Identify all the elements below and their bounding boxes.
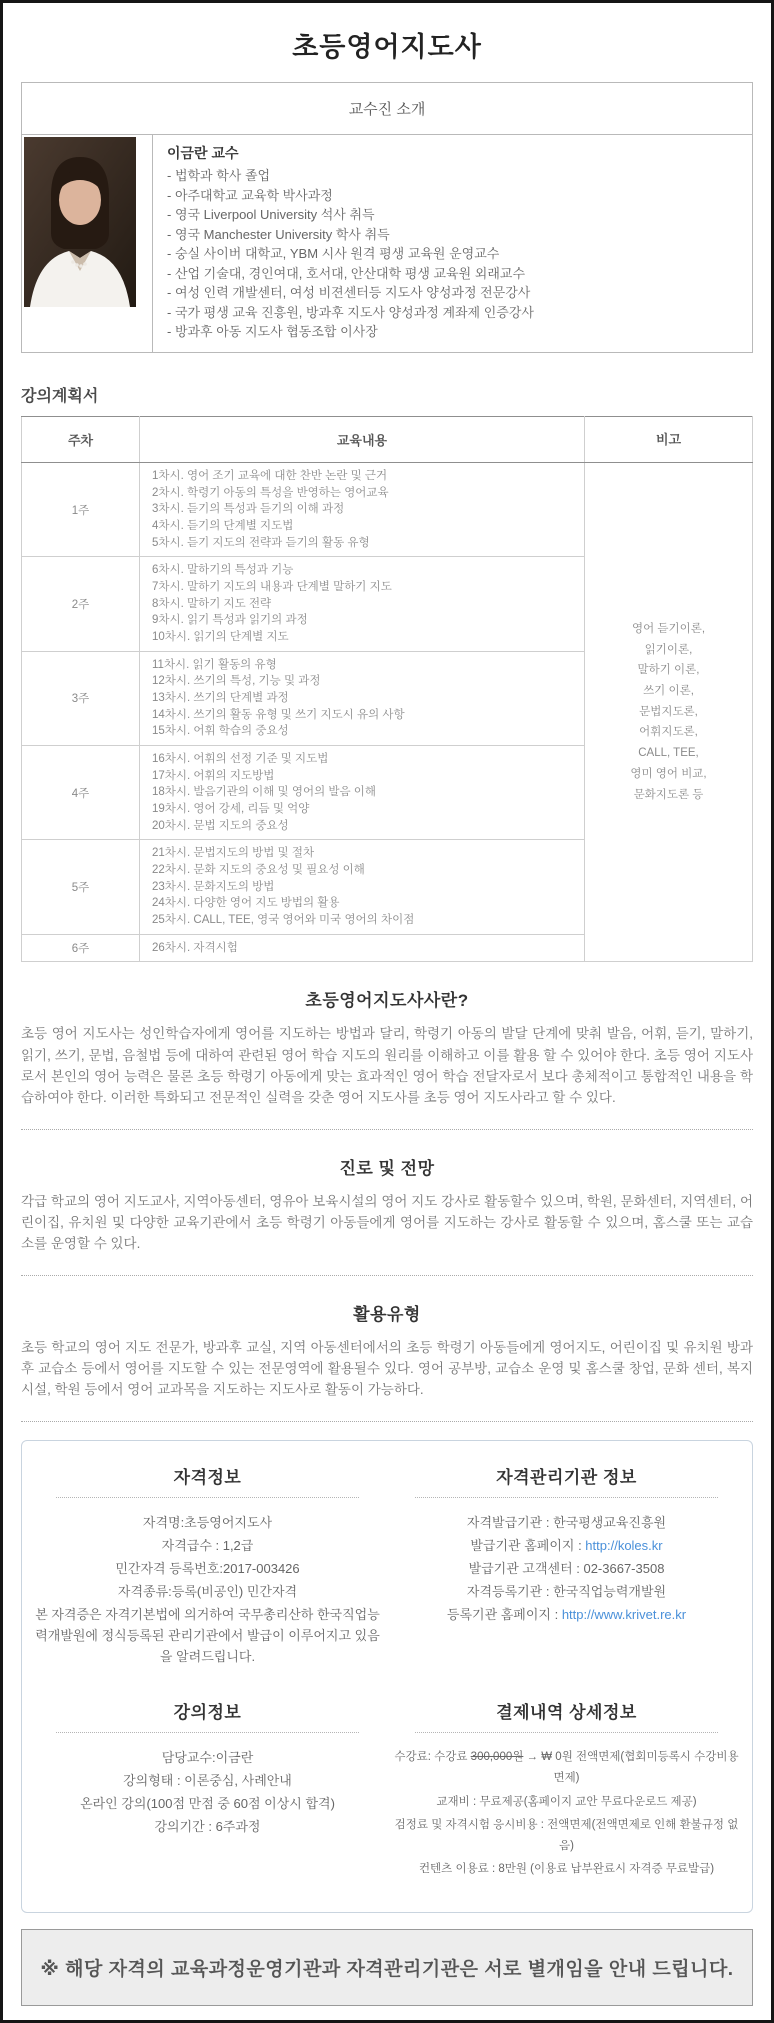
- card-issuing-agency-info: [387, 1463, 746, 1668]
- info-line: 자격명:초등영어지도사: [142, 1514, 273, 1530]
- lesson-line: 16차시. 어휘의 선정 기준 및 지도법: [152, 752, 329, 765]
- week-label: 4주: [22, 745, 140, 839]
- section-about-body: 초등 영어 지도사는 성인학습자에게 영어를 지도하는 방법과 달리, 학령기 아동의 발달 단계에 맞춰 발음, 어휘, 듣기, 말하기, 읽기, 쓰기, 문법, 음철법 등에 대하여 관련된 영어 학습 지도의 원리를 이해하고 이를 활용 할 수 있어야 한다. 초등 영어 지도사로서 본인의 영어 능력은 물론 초등 학령기 아동에게 맞는 효과적인 영어 학습 전달자로서 보다 총체적이고 통합적인 내용을 학습하여야 한다. 이러한 특화되고 전문적인 실력을 갖춘 영어 지도사를 초등 영어 지도사라고 할 수 있다.: [21, 1026, 753, 1106]
- card-lines: [387, 1511, 746, 1626]
- lesson-line: 26차시. 자격시험: [152, 941, 238, 954]
- faculty-body: [22, 135, 752, 352]
- info-line: 자격등록기관 : 한국직업능력개발원: [466, 1583, 667, 1599]
- professor-info: [153, 135, 752, 352]
- info-line: 검정료 및 자격시험 응시비용 : 전액면제(전액면제로 인해 환불규정 없음): [394, 1818, 739, 1853]
- professor-name: 이금란 교수: [167, 145, 239, 161]
- section-divider: [21, 1129, 753, 1130]
- info-line: 발급기관 홈페이지 : http://koles.kr: [470, 1537, 663, 1553]
- lesson-line: 9차시. 읽기 특성과 읽기의 과정: [152, 614, 308, 627]
- card-lecture-info: [28, 1698, 387, 1882]
- week-label: 1주: [22, 462, 140, 556]
- text-line: - 국가 평생 교육 진흥원, 방과후 지도사 양성과정 계좌제 인증강사: [167, 304, 534, 320]
- column-header-week: 주차: [22, 416, 140, 462]
- page-content: [3, 82, 771, 2006]
- info-line: 온라인 강의(100점 만점 중 60점 이상시 합격): [80, 1796, 335, 1812]
- week-label: 3주: [22, 651, 140, 745]
- section-divider: [21, 1421, 753, 1422]
- card-lines: [387, 1746, 746, 1882]
- lesson-line: 22차시. 문화 지도의 중요성 및 필요성 이해: [152, 864, 365, 876]
- lesson-line: 4차시. 듣기의 단계별 지도법: [152, 519, 294, 532]
- syllabus-table-body: [22, 462, 753, 961]
- info-panel: [21, 1440, 753, 1913]
- lesson-line: 18차시. 발음기관의 이해 및 영어의 발음 이해: [152, 786, 377, 799]
- week-lessons: [140, 651, 585, 745]
- info-line: 강의형태 : 이론중심, 사례안내: [123, 1773, 292, 1789]
- section-career: [21, 1154, 753, 1255]
- week-lessons: [140, 462, 585, 556]
- info-line: 컨텐츠 이용료 : 8만원 (이용료 납부완료시 자격증 무료발급): [418, 1863, 715, 1876]
- info-line: 자격종류:등록(비공인) 민간자격: [117, 1583, 298, 1599]
- info-line: 민간자격 등록번호:2017-003426: [115, 1560, 300, 1576]
- syllabus-row: [22, 462, 753, 556]
- professor-credentials: [167, 166, 738, 342]
- column-header-content: 교육내용: [140, 416, 585, 462]
- text-line: - 숭실 사이버 대학교, YBM 시사 원격 평생 교육원 운영교수: [167, 246, 500, 261]
- lesson-line: 23차시. 문화지도의 방법: [152, 880, 275, 893]
- page-title: 초등영어지도사: [292, 32, 482, 62]
- lesson-line: 8차시. 말하기 지도 전략: [152, 597, 272, 610]
- info-line: 발급기관 고객센터 : 02-3667-3508: [468, 1560, 665, 1576]
- lesson-line: 20차시. 문법 지도의 중요성: [152, 819, 289, 832]
- section-usage-body: 초등 학교의 영어 지도 전문가, 방과후 교실, 지역 아동센터에서의 초등 학령기 아동들에게 영어지도, 어린이집 및 유치원 방과 후 교습소 등에서 영어를 지도할 수 있는 전문영역에 활용될수 있다. 영어 공부방, 교습소 운영 및 홈스쿨 창업, 문화 센터, 복지시설, 학원 등에서 영어 교과목을 지도하는 지도사로 활동이 가능하다.: [21, 1339, 753, 1398]
- faculty-section-header: 교수진 소개: [22, 83, 752, 135]
- remark-line: 쓰기 이론,: [643, 685, 694, 698]
- card-payment-detail-info: [387, 1698, 746, 1882]
- lesson-line: 12차시. 쓰기의 특성, 기능 및 과정: [152, 675, 321, 688]
- card-lines: [28, 1511, 387, 1668]
- external-link[interactable]: http://koles.kr: [585, 1537, 663, 1553]
- section-about: [21, 986, 753, 1108]
- lesson-line: 11차시. 읽기 활동의 유형: [152, 658, 277, 671]
- professor-photo: [22, 135, 153, 352]
- text-line: - 산업 기술대, 경인여대, 호서대, 안산대학 평생 교육원 외래교수: [167, 265, 526, 281]
- remark-line: 어휘지도론,: [639, 726, 698, 739]
- week-label: 6주: [22, 934, 140, 962]
- remark-line: 말하기 이론,: [637, 664, 700, 677]
- lesson-line: 19차시. 영어 강세, 리듬 및 억양: [152, 802, 310, 815]
- syllabus-title: 강의계획서: [21, 387, 99, 405]
- lesson-line: 14차시. 쓰기의 활동 유형 및 쓰기 지도시 유의 사항: [152, 708, 405, 721]
- lesson-line: 24차시. 다양한 영어 지도 방법의 활용: [152, 897, 340, 910]
- section-about-heading: 초등영어지도사사란?: [305, 991, 469, 1011]
- card-heading: 자격관리기관 정보: [415, 1463, 718, 1498]
- info-line: 등록기관 홈페이지 : http://www.krivet.re.kr: [446, 1606, 687, 1622]
- section-career-heading: 진로 및 전망: [339, 1158, 435, 1178]
- remark-line: 영미 영어 비교,: [630, 767, 707, 780]
- week-lessons: [140, 934, 585, 962]
- lesson-line: 10차시. 읽기의 단계별 지도: [152, 630, 289, 643]
- lesson-line: 1차시. 영어 조기 교육에 대한 찬반 논란 및 근거: [152, 469, 388, 482]
- text-line: - 방과후 아동 지도사 협동조합 이사장: [167, 324, 378, 339]
- info-line: 교재비 : 무료제공(홈페이지 교안 무료다운로드 제공): [436, 1795, 697, 1808]
- text-line: - 영국 Liverpool University 석사 취득: [167, 207, 375, 222]
- lesson-line: 3차시. 듣기의 특성과 듣기의 이해 과정: [152, 503, 345, 516]
- remarks-cell: [585, 462, 753, 961]
- week-lessons: [140, 745, 585, 839]
- text-line: - 영국 Manchester University 학사 취득: [167, 226, 390, 242]
- text-line: - 여성 인력 개발센터, 여성 비젼센터등 지도사 양성과정 전문강사: [167, 285, 531, 300]
- card-heading: 결제내역 상세정보: [415, 1698, 718, 1733]
- lesson-line: 21차시. 문법지도의 방법 및 절차: [152, 847, 315, 860]
- remark-line: CALL, TEE,: [638, 747, 699, 760]
- info-line: 담당교수:이금란: [161, 1749, 254, 1765]
- remark-line: 문법지도론,: [639, 705, 698, 718]
- remark-line: 문화지도론 등: [633, 788, 704, 801]
- section-usage-heading: 활용유형: [353, 1304, 421, 1324]
- info-line: 자격급수 : 1,2급: [161, 1537, 254, 1553]
- lesson-line: 15차시. 어휘 학습의 중요성: [152, 725, 289, 738]
- footer-notice: ※ 해당 자격의 교육과정운영기관과 자격관리기관은 서로 별개임을 안내 드립니다.: [21, 1929, 753, 2006]
- section-career-body: 각급 학교의 영어 지도교사, 지역아동센터, 영유아 보육시설의 영어 지도 강사로 활동할수 있으며, 학원, 문화센터, 지역센터, 어린이집, 유치원 및 다양한 교육기관에서 초등 학령기 아동들에게 영어를 지도하는 강사로 활동할 수 있으며, 홈스쿨 또는 교습소를 운영할 수 있다.: [21, 1193, 753, 1252]
- section-usage: [21, 1300, 753, 1401]
- text-line: - 아주대학교 교육학 박사과정: [167, 187, 333, 203]
- lesson-line: 13차시. 쓰기의 단계별 과정: [152, 691, 289, 704]
- info-line: 본 자격증은 자격기본법에 의거하여 국무총리산하 한국직업능력개발원에 정식등록된 관리기관에서 발급이 이루어지고 있음을 알려드립니다.: [35, 1606, 380, 1664]
- section-divider: [21, 1275, 753, 1276]
- syllabus-table-head: [22, 416, 753, 462]
- lesson-line: 17차시. 어휘의 지도방법: [152, 769, 275, 782]
- remark-line: 영어 듣기이론,: [631, 623, 706, 636]
- info-line: 강의기간 : 6주과정: [154, 1819, 261, 1835]
- card-heading: 강의정보: [56, 1698, 359, 1733]
- info-line: 자격발급기관 : 한국평생교육진흥원: [466, 1514, 667, 1530]
- week-label: 5주: [22, 840, 140, 934]
- week-lessons: [140, 557, 585, 651]
- lesson-line: 5차시. 듣기 지도의 전략과 듣기의 활동 유형: [152, 536, 370, 549]
- faculty-section: [21, 82, 753, 353]
- syllabus-table: [21, 416, 753, 963]
- week-lessons: [140, 840, 585, 934]
- lesson-line: 2차시. 학령기 아동의 특성을 반영하는 영어교육: [152, 486, 389, 499]
- external-link[interactable]: http://www.krivet.re.kr: [561, 1606, 687, 1622]
- card-qualification-info: [28, 1463, 387, 1668]
- professor-portrait-image: [24, 137, 136, 307]
- column-header-remarks: 비고: [585, 416, 753, 462]
- week-label: 2주: [22, 557, 140, 651]
- card-heading: 자격정보: [56, 1463, 359, 1498]
- lesson-line: 6차시. 말하기의 특성과 기능: [152, 564, 294, 577]
- text-line: - 법학과 학사 졸업: [167, 168, 271, 183]
- lesson-line: 25차시. CALL, TEE, 영국 영어와 미국 영어의 차이점: [152, 914, 415, 927]
- info-line: 수강료: 수강료 300,000원 → ₩ 0원 전액면제(협회미등록시 수강비용 면제): [394, 1750, 739, 1785]
- lesson-line: 7차시. 말하기 지도의 내용과 단계별 말하기 지도: [152, 580, 392, 593]
- remark-line: 읽기이론,: [644, 643, 693, 656]
- card-lines: [28, 1746, 387, 1838]
